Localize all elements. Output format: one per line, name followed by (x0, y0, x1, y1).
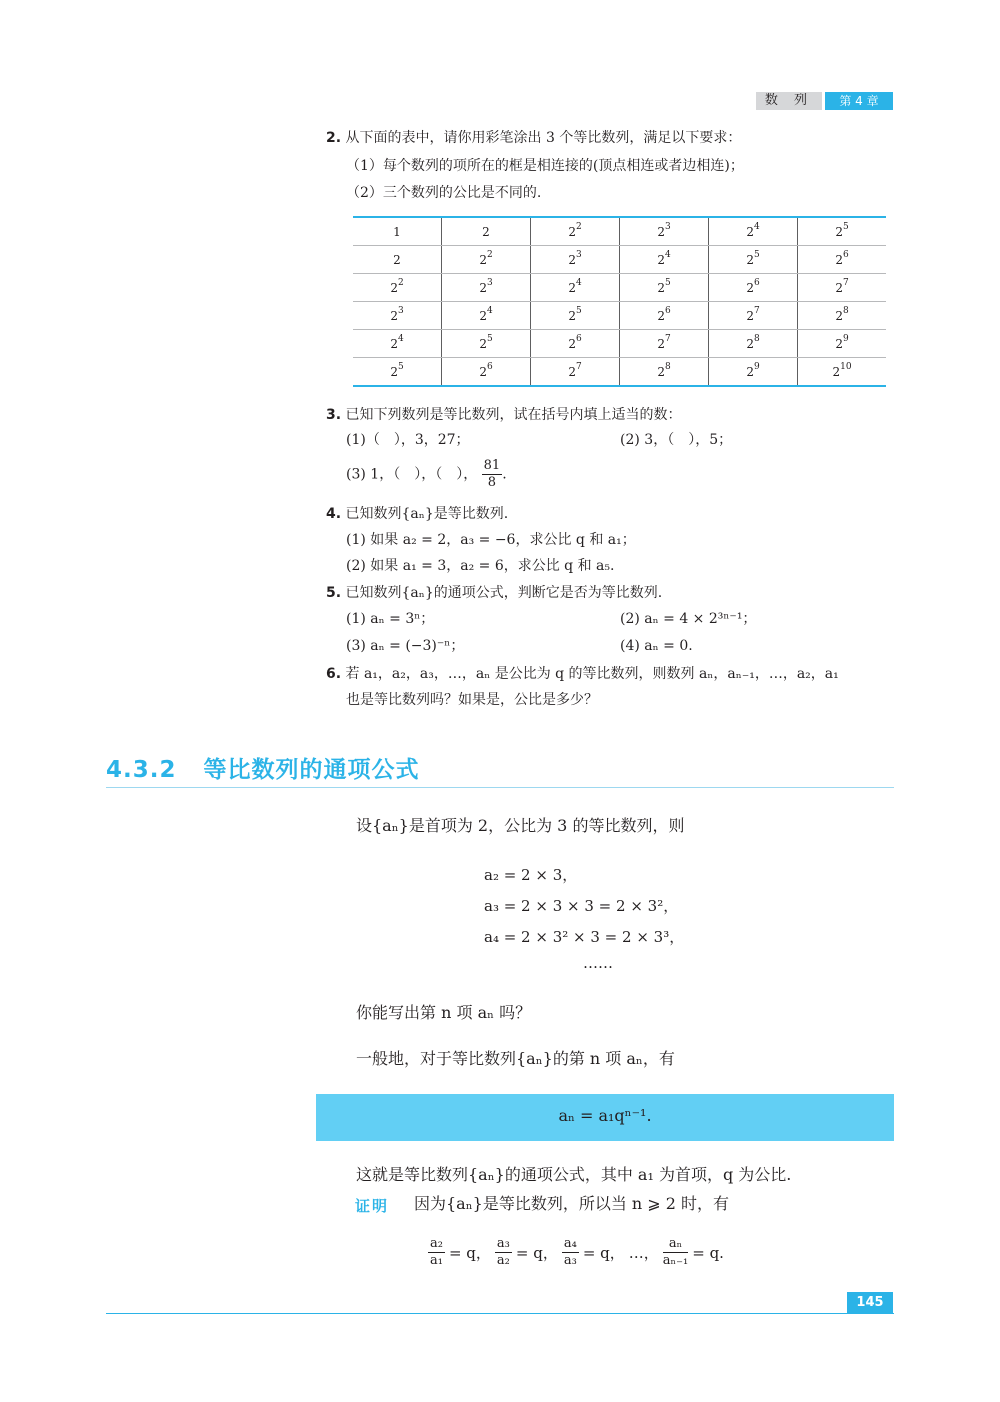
cell-base: 2 (482, 224, 490, 239)
cell-exponent: 8 (664, 361, 671, 372)
section-heading (106, 751, 420, 784)
table-cell (620, 302, 709, 330)
fraction-numerator: 81 (483, 458, 501, 473)
q2-number: 2. (326, 130, 342, 146)
table-cell (353, 330, 442, 358)
table-row (353, 274, 886, 302)
table-cell (709, 274, 798, 302)
cell-base: 2 (835, 224, 843, 239)
cell-base: 2 (479, 308, 487, 323)
q6-text-line-1: 若 a₁，a₂，a₃，…，aₙ 是公比为 q 的等比数列，则数列 aₙ，aₙ₋₁，…，a₂，a₁ (345, 666, 839, 682)
q6-stem (326, 664, 839, 684)
cell-exponent: 7 (664, 333, 671, 344)
table-cell (353, 358, 442, 387)
table-cell (531, 302, 620, 330)
q3-part-3-period: . (502, 466, 507, 483)
equals-q: = q， (582, 1243, 625, 1262)
cell-base: 2 (657, 364, 665, 379)
proof-label: 证明 (355, 1197, 390, 1215)
cell-base: 2 (568, 252, 576, 267)
q5-part-4: (4) aₙ = 0. (620, 638, 693, 654)
equation-a3: a₃ = 2 × 3 × 3 = 2 × 3²， (484, 897, 679, 915)
cell-exponent: 6 (664, 305, 671, 316)
cell-base: 2 (832, 364, 841, 379)
cell-exponent: 4 (753, 221, 760, 232)
intro-paragraph: 设{aₙ}是首项为 2，公比为 3 的等比数列，则 (356, 816, 685, 835)
table-cell (442, 330, 531, 358)
cell-exponent: 7 (575, 361, 582, 372)
table-row (353, 217, 886, 246)
table-cell (531, 217, 620, 246)
cell-base: 2 (835, 252, 843, 267)
cell-exponent: 3 (575, 249, 582, 260)
cell-base: 2 (390, 364, 398, 379)
table-cell (709, 246, 798, 274)
equals-q: = q， (448, 1243, 491, 1262)
cell-base: 2 (568, 364, 576, 379)
cell-exponent: 5 (664, 277, 671, 288)
table-cell (442, 274, 531, 302)
cell-base: 2 (393, 252, 401, 267)
q2-text: 从下面的表中，请你用彩笔涂出 3 个等比数列，满足以下要求： (345, 130, 742, 146)
definition-paragraph: 这就是等比数列{aₙ}的通项公式，其中 a₁ 为首项，q 为公比. (356, 1165, 792, 1184)
q2-requirement-1: （1）每个数列的项所在的框是相连接的(顶点相连或者边相连)； (346, 158, 744, 174)
cell-base: 2 (746, 336, 754, 351)
table-cell (442, 302, 531, 330)
cell-exponent: 4 (575, 277, 582, 288)
q4-part-2: (2) 如果 a₁ = 3，a₂ = 6，求公比 q 和 a₅. (346, 558, 615, 574)
cell-exponent: 5 (486, 333, 493, 344)
cell-base: 2 (657, 224, 665, 239)
cell-exponent: 3 (664, 221, 671, 232)
table-cell (709, 330, 798, 358)
cell-exponent: 7 (753, 305, 760, 316)
table-cell (442, 358, 531, 387)
equation-ellipsis: …… (583, 954, 613, 972)
q5-number: 5. (326, 585, 342, 601)
q3-part-2: (2) 3，（ ），5； (620, 432, 733, 448)
cell-base: 2 (479, 252, 487, 267)
cell-base: 2 (746, 308, 754, 323)
equals-q-final: = q. (692, 1243, 724, 1262)
table-cell (531, 358, 620, 387)
general-paragraph: 一般地，对于等比数列{aₙ}的第 n 项 aₙ，有 (356, 1049, 675, 1068)
cell-exponent: 2 (486, 249, 493, 260)
ratio-numerator: a₄ (563, 1236, 577, 1251)
cell-base: 2 (479, 336, 487, 351)
cell-exponent: 6 (486, 361, 493, 372)
cell-exponent: 5 (753, 249, 760, 260)
cell-base: 2 (390, 280, 398, 295)
table-row (353, 302, 886, 330)
q3-text: 已知下列数列是等比数列，试在括号内填上适当的数： (345, 407, 682, 423)
ratio-a3-a2 (495, 1236, 512, 1269)
equals-q: = q， (515, 1243, 558, 1262)
chapter-title-tab: 数 列 (756, 92, 822, 110)
cell-base: 2 (835, 280, 843, 295)
ratio-numerator: a₃ (496, 1236, 510, 1251)
cell-base: 2 (657, 308, 665, 323)
q5-part-1: (1) aₙ = 3ⁿ； (346, 611, 435, 627)
table-cell (442, 217, 531, 246)
q3-part-1: (1)（ ），3，27； (346, 432, 470, 448)
cell-base: 2 (746, 252, 754, 267)
powers-of-two-table (353, 216, 886, 387)
cell-exponent: 5 (842, 221, 849, 232)
cell-exponent: 6 (753, 277, 760, 288)
q3-part-3 (346, 458, 507, 491)
q2-requirement-2: （2）三个数列的公比是不同的. (346, 185, 542, 201)
table-cell (531, 330, 620, 358)
cell-base: 2 (657, 280, 665, 295)
general-term-formula: aₙ = a₁qⁿ⁻¹. (558, 1106, 652, 1125)
cell-exponent: 8 (842, 305, 849, 316)
q3-number: 3. (326, 407, 342, 423)
q5-part-2: (2) aₙ = 4 × 2³ⁿ⁻¹； (620, 611, 757, 627)
cell-base: 2 (835, 336, 843, 351)
table-cell (798, 274, 887, 302)
table-cell (798, 302, 887, 330)
q5-text: 已知数列{aₙ}的通项公式，判断它是否为等比数列. (345, 585, 663, 601)
q3-stem (326, 405, 682, 425)
table-cell (620, 217, 709, 246)
cell-base: 1 (393, 224, 401, 239)
cell-exponent: 2 (397, 277, 404, 288)
table-cell (798, 246, 887, 274)
ratio-an-an-1 (663, 1236, 688, 1269)
cell-base: 2 (568, 280, 576, 295)
cell-base: 2 (746, 280, 754, 295)
cell-base: 2 (390, 308, 398, 323)
cell-base: 2 (568, 308, 576, 323)
fraction-81-8 (482, 458, 503, 491)
table-row (353, 330, 886, 358)
table-cell (353, 217, 442, 246)
cell-base: 2 (568, 336, 576, 351)
cell-base: 2 (390, 336, 398, 351)
q2-stem (326, 128, 741, 148)
cell-base: 2 (479, 280, 487, 295)
cell-base: 2 (746, 364, 754, 379)
q6-number: 6. (326, 666, 342, 682)
footer-rule (106, 1313, 894, 1314)
chapter-number-tab: 第 4 章 (825, 92, 893, 110)
ratio-a2-a1 (428, 1236, 445, 1269)
table-row (353, 246, 886, 274)
table-cell (620, 274, 709, 302)
table-cell (531, 274, 620, 302)
ratio-numerator: aₙ (663, 1236, 688, 1253)
cell-exponent: 6 (575, 333, 582, 344)
table-cell (709, 358, 798, 387)
proof-text: 因为{aₙ}是等比数列，所以当 n ⩾ 2 时，有 (414, 1194, 730, 1213)
q4-number: 4. (326, 506, 342, 522)
table-cell (442, 246, 531, 274)
q5-stem (326, 583, 662, 603)
cell-base: 2 (835, 308, 843, 323)
section-divider (106, 787, 894, 788)
cell-exponent: 4 (397, 333, 404, 344)
cell-exponent: 7 (842, 277, 849, 288)
section-number: 4.3.2 (106, 757, 177, 783)
cell-exponent: 9 (842, 333, 849, 344)
cell-exponent: 3 (397, 305, 404, 316)
cell-exponent: 3 (486, 277, 493, 288)
table-cell (620, 330, 709, 358)
cell-exponent: 10 (840, 361, 852, 372)
section-title: 等比数列的通项公式 (203, 757, 420, 783)
ratio-denominator: a₁ (430, 1253, 443, 1268)
ratio-denominator: a₃ (563, 1253, 577, 1268)
table-cell (798, 217, 887, 246)
table-cell (353, 246, 442, 274)
table-row (353, 358, 886, 387)
equation-a4: a₄ = 2 × 3² × 3 = 2 × 3³， (484, 928, 685, 946)
cell-base: 2 (568, 224, 576, 239)
equation-a2: a₂ = 2 × 3， (484, 866, 578, 884)
q4-text: 已知数列{aₙ}是等比数列. (345, 506, 509, 522)
cell-exponent: 5 (397, 361, 404, 372)
table-cell (709, 217, 798, 246)
cell-base: 2 (657, 252, 665, 267)
table-cell (620, 246, 709, 274)
cell-exponent: 9 (753, 361, 760, 372)
q6-text-line-2: 也是等比数列吗？如果是，公比是多少？ (346, 692, 598, 708)
table-cell (798, 330, 887, 358)
q3-part-3-prefix: (3) 1，（ ），（ ）， (346, 466, 478, 483)
table-cell (798, 358, 887, 387)
ratio-a4-a3 (562, 1236, 579, 1269)
table-cell (353, 302, 442, 330)
q4-part-1: (1) 如果 a₂ = 2，a₃ = −6，求公比 q 和 a₁； (346, 532, 636, 548)
page-number: 145 (847, 1292, 893, 1314)
q5-part-3: (3) aₙ = (−3)⁻ⁿ； (346, 638, 465, 654)
cell-exponent: 6 (842, 249, 849, 260)
cell-exponent: 8 (753, 333, 760, 344)
cell-exponent: 2 (575, 221, 582, 232)
cell-base: 2 (746, 224, 754, 239)
q4-stem (326, 504, 508, 524)
cell-exponent: 4 (486, 305, 493, 316)
cell-exponent: 5 (575, 305, 582, 316)
cell-base: 2 (657, 336, 665, 351)
table-cell (709, 302, 798, 330)
ratio-ellipsis: …， (628, 1243, 659, 1262)
fraction-denominator: 8 (487, 475, 497, 490)
ratio-equation (428, 1236, 724, 1269)
ratio-denominator: a₂ (496, 1253, 510, 1268)
ratio-denominator: aₙ₋₁ (662, 1253, 689, 1268)
table-cell (531, 246, 620, 274)
table-cell (353, 274, 442, 302)
cell-base: 2 (479, 364, 487, 379)
table-cell (620, 358, 709, 387)
cell-exponent: 4 (664, 249, 671, 260)
question-paragraph: 你能写出第 n 项 aₙ 吗？ (356, 1003, 532, 1022)
ratio-numerator: a₂ (430, 1236, 443, 1251)
